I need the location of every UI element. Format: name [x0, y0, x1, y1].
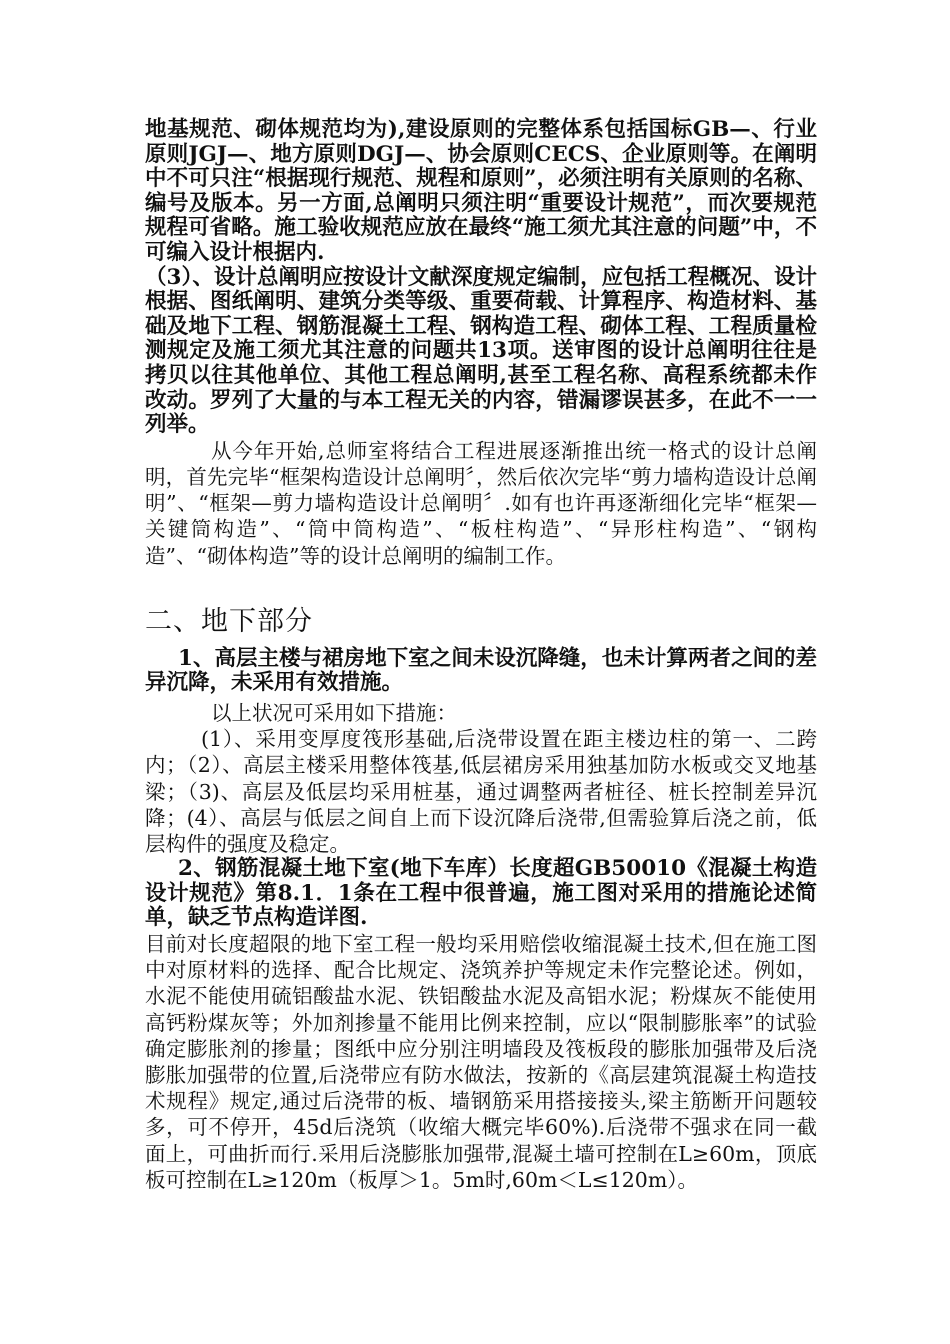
- section-heading-underground: 二、地下部分: [145, 605, 313, 637]
- item1-measures: (1）、采用变厚度筏形基础,后浇带设置在距主楼边柱的第一、二跨内；（2）、高层主楼采用整体筏基,低层裙房采用独基加防水板或交叉地基梁；（3)、高层及低层均采用桩基，通过调整两者桩径、桩长控制差异沉降；(4）、高层与低层之间自上而下设沉降后浇带,但需验算后浇之前，低层构件的强度及稳定。: [145, 727, 817, 856]
- item1-intro: 以上状况可采用如下措施：: [211, 700, 457, 725]
- item2-body: 目前对长度超限的地下室工程一般均采用赔偿收缩混凝土技术,但在施工图中对原材料的选择、配合比规定、浇筑养护等规定未作完整论述。例如，水泥不能使用硫铝酸盐水泥、铁铝酸盐水泥及高铝水泥；粉煤灰不能使用高钙粉煤灰等；外加剂掺量不能用比例来控制，应以“限制膨胀率”的试验确定膨胀剂的掺量；图纸中应分别注明墙段及筏板段的膨胀加强带及后浇膨胀加强带的位置,后浇带应有防水做法，按新的《高层建筑混凝土构造技术规程》规定,通过后浇带的板、墙钢筋采用搭接接头,梁主筋断开问题较多，可不停开，45d后浇筑（收缩大概完毕60%).后浇带不强求在同一截面上，可曲折而行.采用后浇膨胀加强带,混凝土墙可控制在L≥60m，顶底板可控制在L≥120m（板厚＞1。5m时,60m＜L≤120m）。: [145, 931, 817, 1192]
- paragraph-design-notes-requirements: （3）、设计总阐明应按设计文献深度规定编制，应包括工程概况、设计根据、图纸阐明、建筑分类等级、重要荷载、计算程序、构造材料、基础及地下工程、钢筋混凝土工程、钢构造工程、砌体工程、工程质量检测规定及施工须尤其注意的问题共13项。送审图的设计总阐明往往是拷贝以往其他单位、其他工程总阐明,甚至工程名称、高程系统都未作改动。罗列了大量的与本工程无关的内容，错漏谬误甚多，在此不一一列举。: [145, 264, 817, 438]
- paragraph-unified-format-plan: 从今年开始,总师室将结合工程进展逐渐推出统一格式的设计总阐明，首先完毕“框架构造设计总阐明〞，然后依次完毕“剪力墙构造设计总阐明”、“框架—剪力墙构造设计总阐明〞.如有也许再逐渐细化完毕“框架—关键筒构造”、“筒中筒构造”、“板柱构造”、“异形柱构造”、“钢构造”、“砌体构造”等的设计总阐明的编制工作。: [145, 438, 817, 568]
- item1-title: 1、高层主楼与裙房地下室之间未设沉降缝，也未计算两者之间的差异沉降，未采用有效措施。: [145, 645, 817, 696]
- item2-title: 2、钢筋混凝土地下室(地下车库）长度超GB50010《混凝土构造设计规范》第8.1．1条在工程中很普遍，施工图对采用的措施论述简单，缺乏节点构造详图.: [145, 856, 817, 931]
- paragraph-design-codes: 地基规范、砌体规范均为),建设原则的完整体系包括国标GB—、行业原则JGJ—、地方原则DGJ—、协会原则CECS、企业原则等。在阐明中不可只注“根据现行规范、规程和原则”，必须注明有关原则的名称、编号及版本。另一方面,总阐明只须注明“重要设计规范”，而次要规范规程可省略。施工验收规范应放在最终“施工须尤其注意的问题”中，不可编入设计根据内.: [145, 117, 817, 265]
- document-page: [145, 118, 817, 1193]
